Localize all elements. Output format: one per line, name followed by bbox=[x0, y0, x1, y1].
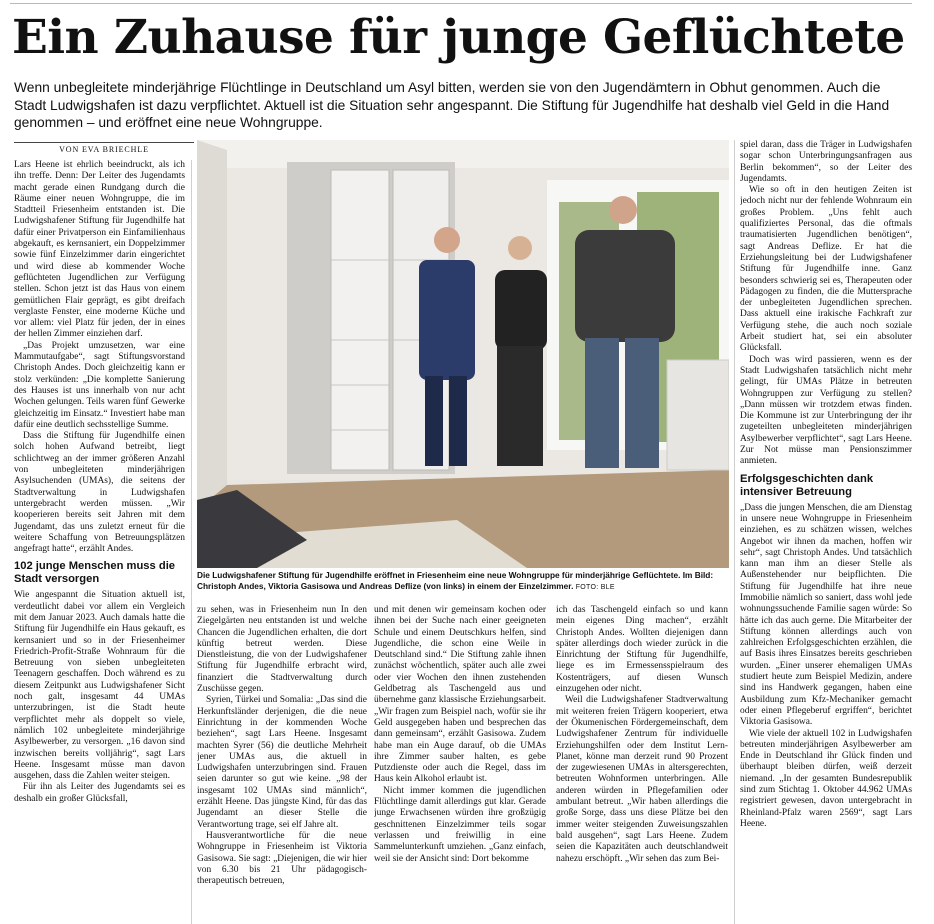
byline: VON EVA BRIECHLE bbox=[14, 142, 194, 154]
headline: Ein Zuhause für junge Geflüchtete bbox=[12, 10, 905, 65]
article-column-3 bbox=[374, 605, 546, 924]
article-column-4 bbox=[556, 605, 728, 924]
paragraph: Lars Heene ist ehrlich beeindruckt, als ich ihn treffe. Denn: Der Leiter des Jugendamts macht gerade einen Rundgang durch die Räume einer neuen Wohngruppe, die im Stadtteil Friesenheim entstanden ist. Die Ludwigshafener Stiftung für Jugendhilfe hat dafür einer Privatperson ein Einfamilienhaus abgekauft, es kernsaniert, ein Doppelzimmer sowie fünf Einzelzimmer darin eingerichtet und wird diese ab kommender Woche geflüchteten Jugendlichen zur Verfügung stellen. Schon jetzt ist das Haus von einem gemütlichen Flair geprägt, es gibt dreifach verglaste Fenster, eine moderne Küche und vor allem: viel Platz für jeden, der in eines der hellen Zimmer einziehen darf. bbox=[14, 160, 185, 340]
subheading: Erfolgsgeschichten dank intensiver Betreuung bbox=[740, 472, 874, 498]
photo-illustration bbox=[197, 140, 729, 568]
paragraph: Nicht immer kommen die jugendlichen Flüchtlinge damit allerdings gut klar. Gerade junge Erwachsenen würden ihre großzügig geschnittenen Einzelzimmer teils sogar verlassen und freiwillig in eine Sammelunterkunft umziehen. „Ganz einfach, weil sie der Ansicht sind: Dort bekomme bbox=[374, 785, 546, 864]
article-column-1 bbox=[14, 160, 185, 924]
photo-credit: FOTO: BLE bbox=[575, 584, 615, 591]
article-column-5 bbox=[740, 140, 912, 924]
paragraph: und mit denen wir gemeinsam kochen oder ihnen bei der Suche nach einer geeigneten Schule und einem Deutschkurs helfen, sind Jugendliche, die schon eine Weile in Deutschland sind.“ Die Stiftung zahle ihnen zunächst wöchentlich, später auch alle zwei oder vier Wochen den ihnen zustehenden Geldbetrag als Taschengeld aus und übernehme ganz klassische Erziehungsarbeit. „Wir fragen zum Beispiel nach, wofür sie ihr Geld ausgegeben haben und besprechen das dann gemeinsam“, erzählt Gasisowa. Zudem habe man ein Auge darauf, ob die UMAs ihre Zimmer sauber halten, es gebe Putzdienste oder auch die Regel, dass im Haus kein Alkohol erlaubt ist. bbox=[374, 605, 546, 785]
paragraph: Dass die Stiftung für Jugendhilfe einen solch hohen Aufwand betreibt, liegt schlichtweg an der immer größeren Anzahl von unbegleiteten minderjährigen Asylsuchenden (UMAs), die seitens der Stadtverwaltung in Ludwigshafen untergebracht werden müssen. „Wir kooperieren bereits seit Jahren mit dem Jugendamt, das uns zuletzt erneut für die weitere Schaffung von Betreuungsplätzen angefragt hatte“, erzählt Andes. bbox=[14, 431, 185, 555]
paragraph: Für ihn als Leiter des Jugendamts sei es deshalb ein großer Glücksfall, bbox=[14, 782, 185, 804]
paragraph: Syrien, Türkei und Somalia: „Das sind die Herkunftsländer derjenigen, die die neue Einrichtung in der kommenden Woche beziehen“, sagt Lars Heene. Insgesamt machten Syrer (56) die deutliche Mehrheit jener UMAs aus, die aktuell in Ludwigshafen unterzubringen sind. Frauen seien darunter so gut wie keine. „98 der insgesamt 102 UMAs sind männlich“, erzählt Heene. Das jüngste Kind, für das das Jugendamt an dieser Stelle die Verantwortung trage, sei elf Jahre alt. bbox=[197, 695, 367, 830]
paragraph: Hausverantwortliche für die neue Wohngruppe in Friesenheim ist Viktoria Gasisowa. Sie sagt: „Diejenigen, die wir hier von 6.30 bis 21 Uhr pädagogisch-therapeutisch betreuen, bbox=[197, 830, 367, 887]
column-divider bbox=[191, 160, 192, 924]
lead-paragraph: Wenn unbegleitete minderjährige Flüchtlinge in Deutschland um Asyl bitten, werden sie von den Jugendämtern in Obhut genommen. Auch die Stadt Ludwigshafen ist dazu verpflichtet. Aktuell ist die Situation sehr angespannt. Die Stiftung für Jugendhilfe hat deshalb viel Geld in die Hand genommen – und eröffnet eine neue Wohngruppe. bbox=[14, 80, 890, 130]
article-column-2 bbox=[197, 605, 367, 924]
paragraph: Doch was wird passieren, wenn es der Stadt Ludwigshafen tatsächlich nicht mehr gelingt, für UMAs Plätze in betreuten Wohngruppen zur Verfügung zu stellen? „Dann müssen wir trotzdem etwas finden. Die Kommune ist zur Unterbringung der ihr zugeteilten unbegleiteten minderjährigen Asylbewerber verpflichtet“, sagt Lars Heene. Zur Not müsse man Pensionszimmer anmieten. bbox=[740, 354, 912, 467]
column-divider bbox=[734, 140, 735, 924]
paragraph: ich das Taschengeld einfach so und kann mein eigenes Ding machen“, erzählt Christoph Andes. Wollten diejenigen dann später allerdings doch wieder zurück in die Einrichtung der Stiftung für Jugendhilfe, liege es im Ermessensspielraum des Kostenträgers, auf diesen Wunsch einzugehen oder nicht. bbox=[556, 605, 728, 695]
paragraph: Weil die Ludwigshafener Stadtverwaltung mit weiteren freien Trägern kooperiert, etwa der Ökumenischen Fördergemeinschaft, dem Ludwigshafener Zentrum für individuelle Erziehungshilfen oder dem Institut Lern-Planet, könne man derzeit rund 90 Prozent der zugewiesenen UMAs in altersgerechten, betreuten Wohnformen unterbringen. Alle anderen würden in Pflegefamilien oder ambulant betreut. „Wir haben allerdings die große Sorge, dass uns diese Plätze bei den immer weiter steigenden Zuweisungszahlen bald ausgehen“, sagt Lars Heene. Zudem seien die Kapazitäten auch deutschlandweit nahezu erschöpft. „Wir sehen das zum Bei- bbox=[556, 695, 728, 864]
photo-caption bbox=[197, 570, 729, 593]
paragraph: „Das Projekt umzusetzen, war eine Mammutaufgabe“, sagt Stiftungsvorstand Christoph Andes. Doch gleichzeitig kann er stolz verkünden: „Die komplette Sanierung des Hauses ist uns innerhalb von nur acht Wochen gelungen. Teils waren fünf Gewerke gleichzeitig im Einsatz.“ Investiert habe man dafür eine deutlich sechsstellige Summe. bbox=[14, 340, 185, 430]
paragraph: Wie viele der aktuell 102 in Ludwigshafen betreuten minderjährigen Asylbewerber am Ende in Deutschland ihr Glück finden und überhaupt bleiben dürfen, weiß derzeit niemand. „In der gesamten Bundesrepublik sind zum Stichtag 1. Oktober 44.962 UMAs registriert gewesen, davon untergebracht in Rheinland-Pfalz waren 2569“, sagt Lars Heene. bbox=[740, 728, 912, 829]
paragraph: „Dass die jungen Menschen, die am Dienstag in unsere neue Wohngruppe in Friesenheim einziehen, es zu schätzen wissen, welches Angebot wir ihnen da machen, hoffen wir sehr“, sagt Christoph Andes. Und tatsächlich kann man ihm an dieser Stelle als Außenstehender nur beipflichten. Die Stiftung für Jugendhilfe hat ihre neue Immobilie nämlich so saniert, dass wohl jede wohnungssuchende Familie sagen würde: So hätte ich das auch gerne. Die Mitarbeiter der Stiftung können allerdings auch von zahlreichen Erfolgsgeschichten erzählen, die auf Basis ihres Einsatzes bereits geschrieben wurden. „Einer unserer ehemaligen UMAs studiert heute zum Beispiel Medizin, andere sind ins Handwerk gegangen, haben eine Ausbildung zum Kfz-Mechaniker gemacht oder einen Pflegeberuf ergriffen“, berichtet Viktoria Gasisowa. bbox=[740, 502, 912, 728]
paragraph: Wie angespannt die Situation aktuell ist, verdeutlicht dabei vor allem ein Vergleich mit dem Januar 2023. Auch damals hatte die Stiftung für Jugendhilfe ein Haus gekauft, es kernsaniert und so in der Friesenheimer Friedrich-Profit-Straße Wohnraum für die Betreuung von sieben unbegleiteten Teenagern geschaffen. Doch während es zu diesem Zeitpunkt aus Ludwigshafener Sicht noch galt, insgesamt 44 UMAs unterzubringen, ist die Stadt heute verpflichtet mehr als doppelt so viele, nämlich 102 unbegleitete minderjährige Asylbewerber, zu versorgen. „16 davon sind inzwischen bereits volljährig“, sagt Lars Heene. Insgesamt müsse man davon ausgehen, dass die Zahlen weiter steigen. bbox=[14, 590, 185, 782]
paragraph: spiel daran, dass die Träger in Ludwigshafen sogar schon Unterbringungsanfragen aus Berlin bekommen“, so der Leiter des Jugendamts. bbox=[740, 140, 912, 184]
caption-text: Die Ludwigshafener Stiftung für Jugendhilfe eröffnet in Friesenheim eine neue Wohngruppe für minderjährige Geflüchtete. Im Bild: Christoph Andes, Viktoria Gasisowa und Andreas Deflize (von links) in einem der Einzelzimmer. bbox=[197, 570, 714, 591]
paragraph: zu sehen, was in Friesenheim nun In den Ziegelgärten neu entstanden ist und welche Chancen die Jugendlichen erhalten, die dort künftig betreut werden. Diese Dienstleistung, die von der Ludwigshafener Stiftung für Jugendhilfe erbracht wird, finanziert die Stadtverwaltung durch Zuschüsse gegen. bbox=[197, 605, 367, 695]
paragraph: Wie so oft in den heutigen Zeiten ist jedoch nicht nur der fehlende Wohnraum ein großes Problem. „Uns fehlt auch qualifiziertes Personal, das die oftmals traumatisierten Jugendlichen benötigen“, sagt Andreas Deflize. Er hat die Erziehungsleitung bei der Ludwigshafener Stiftung für Jugendhilfe inne. Ganz besonders schwierig sei es, Therapeuten oder Pädagogen zu finden, die die Muttersprache der unbegleiteten Jugendlichen sprechen. Dass aktuell eine irakische Fachkraft zur Verfügung stehe, die auch noch soziale Arbeit studiert hat, sei ein absoluter Glücksfall. bbox=[740, 185, 912, 354]
top-rule bbox=[10, 3, 912, 4]
article-photo bbox=[197, 140, 729, 568]
subheading: 102 junge Menschen muss die Stadt versorgen bbox=[14, 560, 176, 586]
